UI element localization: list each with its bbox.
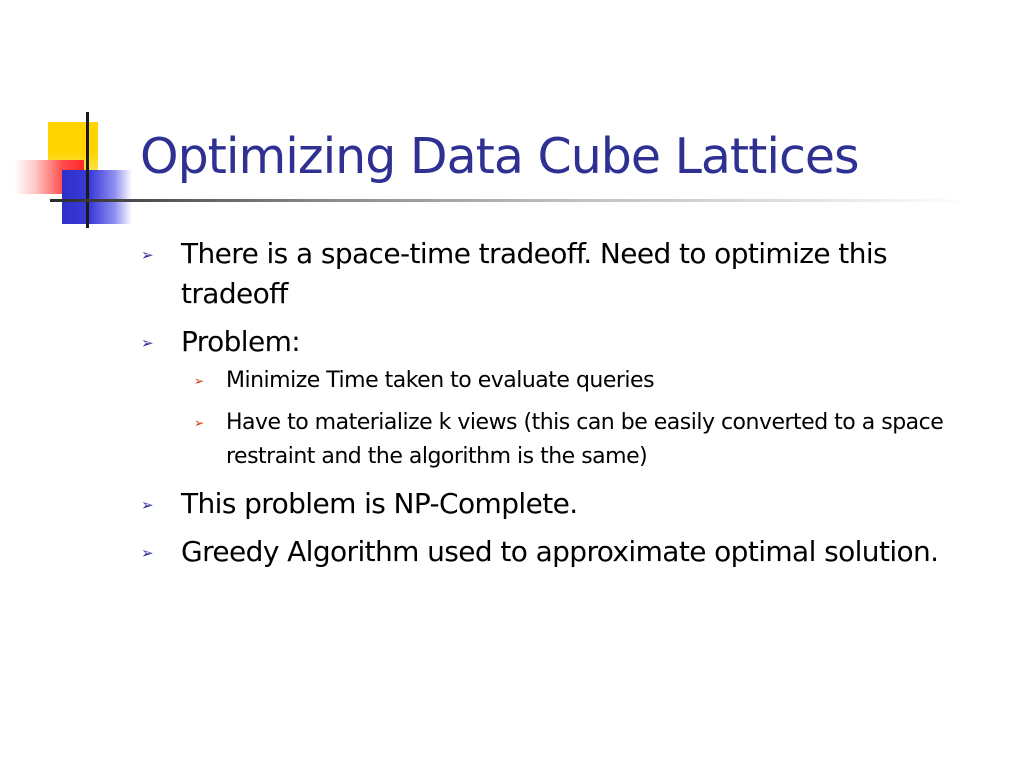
arrowhead-bullet-icon: ➢: [141, 496, 153, 514]
bullet-text: There is a space-time tradeoff. Need to optimize this tradeoff: [181, 237, 888, 310]
logo-blue-square: [62, 170, 132, 224]
bullet-list: [140, 234, 1000, 580]
bullet-text: Greedy Algorithm used to approximate optimal solution.: [181, 535, 939, 568]
arrowhead-bullet-icon: ➢: [141, 544, 153, 562]
sub-bullet-item: [181, 406, 1000, 474]
arrowhead-bullet-icon: ➢: [141, 246, 153, 264]
sub-bullet-item: [181, 364, 1000, 398]
sub-bullet-text: Minimize Time taken to evaluate queries: [226, 368, 655, 393]
bullet-item: [140, 234, 1000, 314]
small-arrowhead-bullet-icon: ➢: [194, 374, 204, 388]
sub-bullet-list: [181, 364, 1000, 474]
bullet-item: [140, 322, 1000, 474]
bullet-text: Problem:: [181, 325, 301, 358]
bullet-item: [140, 484, 1000, 524]
arrowhead-bullet-icon: ➢: [141, 334, 153, 352]
bullet-item: [140, 532, 1000, 572]
logo-vertical-line: [86, 112, 89, 228]
small-arrowhead-bullet-icon: ➢: [194, 416, 204, 430]
title-underline: [50, 199, 970, 202]
bullet-text: This problem is NP-Complete.: [181, 487, 578, 520]
slide-title: Optimizing Data Cube Lattices: [140, 128, 859, 185]
sub-bullet-text: Have to materialize k views (this can be easily converted to a space restraint and the algorithm is the same): [226, 410, 944, 469]
